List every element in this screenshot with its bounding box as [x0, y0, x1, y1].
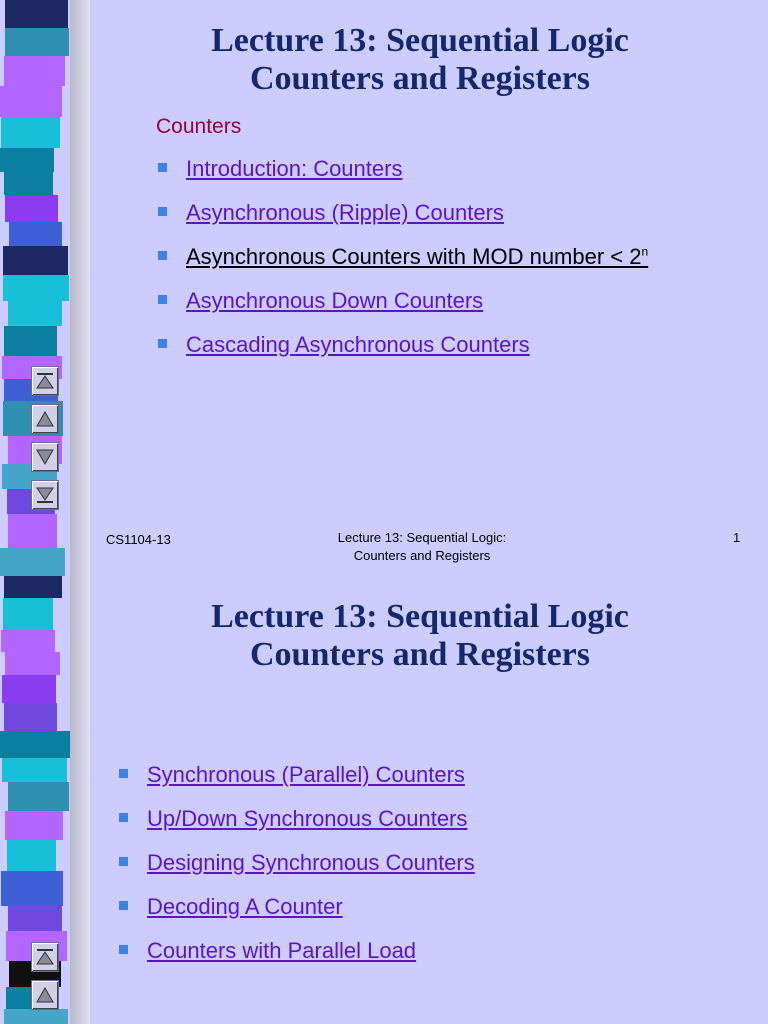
list-item	[119, 938, 475, 982]
strip-block	[4, 1009, 68, 1024]
strip-block	[8, 514, 57, 548]
previous-slide-icon	[35, 409, 55, 429]
list-item	[158, 332, 648, 376]
link-up-down-synchronous-counters[interactable]: Up/Down Synchronous Counters	[147, 806, 468, 831]
bullet-icon	[119, 857, 128, 866]
bullet-icon	[158, 339, 167, 348]
bullet-icon	[119, 769, 128, 778]
strip-block	[1, 871, 63, 906]
strip-block	[4, 326, 57, 356]
link-designing-synchronous-counters[interactable]: Designing Synchronous Counters	[147, 850, 475, 875]
link-asynchronous-ripple-counters[interactable]: Asynchronous (Ripple) Counters	[186, 200, 504, 225]
title-line-2: Counters and Registers	[250, 60, 590, 97]
strip-block	[0, 731, 70, 758]
first-slide-icon	[35, 371, 55, 391]
strip-block	[7, 840, 56, 871]
section-label: Counters	[156, 115, 242, 138]
strip-block	[0, 86, 62, 117]
strip-block	[2, 675, 56, 703]
strip-block	[8, 782, 69, 811]
list-item	[119, 850, 475, 894]
topic-list	[119, 762, 475, 982]
link-introduction-counters[interactable]: Introduction: Counters	[186, 156, 403, 181]
strip-block	[3, 598, 53, 630]
first-slide-button[interactable]	[31, 366, 59, 396]
strip-block	[3, 275, 69, 301]
previous-slide-icon	[35, 985, 55, 1005]
slide-2	[0, 576, 768, 1024]
strip-block	[0, 148, 54, 172]
strip-block	[4, 56, 65, 86]
list-item	[119, 894, 475, 938]
strip-block	[5, 28, 69, 56]
footer-page-number: 1	[733, 530, 741, 545]
bullet-icon	[119, 813, 128, 822]
topic-list	[158, 156, 648, 376]
last-slide-button[interactable]	[31, 480, 59, 510]
list-item	[158, 244, 648, 288]
strip-block	[4, 576, 62, 598]
bullet-icon	[158, 207, 167, 216]
bullet-icon	[158, 251, 167, 260]
strip-block	[5, 811, 63, 840]
slide-title	[100, 598, 740, 674]
next-slide-icon	[35, 447, 55, 467]
strip-block	[5, 0, 68, 28]
link-synchronous-parallel-counters[interactable]: Synchronous (Parallel) Counters	[147, 762, 465, 787]
list-item	[119, 806, 475, 850]
strip-block	[4, 703, 57, 731]
strip-block	[5, 195, 58, 222]
slide-title	[100, 22, 740, 98]
bullet-icon	[158, 163, 167, 172]
title-line-1: Lecture 13: Sequential Logic	[211, 598, 629, 635]
strip-block	[8, 906, 62, 931]
first-slide-button[interactable]	[31, 942, 59, 972]
last-slide-icon	[35, 485, 55, 505]
list-item	[158, 288, 648, 332]
title-line-1: Lecture 13: Sequential Logic	[211, 22, 629, 59]
link-decoding-a-counter[interactable]: Decoding A Counter	[147, 894, 343, 919]
link-asynchronous-down-counters[interactable]: Asynchronous Down Counters	[186, 288, 484, 313]
strip-block	[4, 172, 53, 195]
footer-course: CS1104-13	[106, 532, 171, 547]
strip-block	[8, 301, 62, 326]
title-line-2: Counters and Registers	[250, 636, 590, 673]
item-mod-number: Asynchronous Counters with MOD number < $2^n$	[186, 244, 649, 269]
footer-title: Lecture 13: Sequential Logic: Counters and Registers	[337, 530, 507, 563]
strip-block	[9, 222, 62, 246]
bullet-icon	[158, 295, 167, 304]
strip-block	[1, 630, 55, 652]
list-item	[158, 156, 648, 200]
next-slide-button[interactable]	[31, 442, 59, 472]
bullet-icon	[119, 901, 128, 910]
bullet-icon	[119, 945, 128, 954]
previous-slide-button[interactable]	[31, 404, 59, 434]
strip-block	[0, 548, 65, 576]
first-slide-icon	[35, 947, 55, 967]
strip-block	[1, 117, 60, 148]
list-item	[119, 762, 475, 806]
link-cascading-asynchronous-counters[interactable]: Cascading Asynchronous Counters	[186, 332, 530, 357]
link-counters-with-parallel-load[interactable]: Counters with Parallel Load	[147, 938, 417, 963]
strip-block	[5, 652, 60, 675]
strip-block	[2, 758, 67, 782]
list-item	[158, 200, 648, 244]
strip-block	[3, 246, 68, 275]
previous-slide-button[interactable]	[31, 980, 59, 1010]
